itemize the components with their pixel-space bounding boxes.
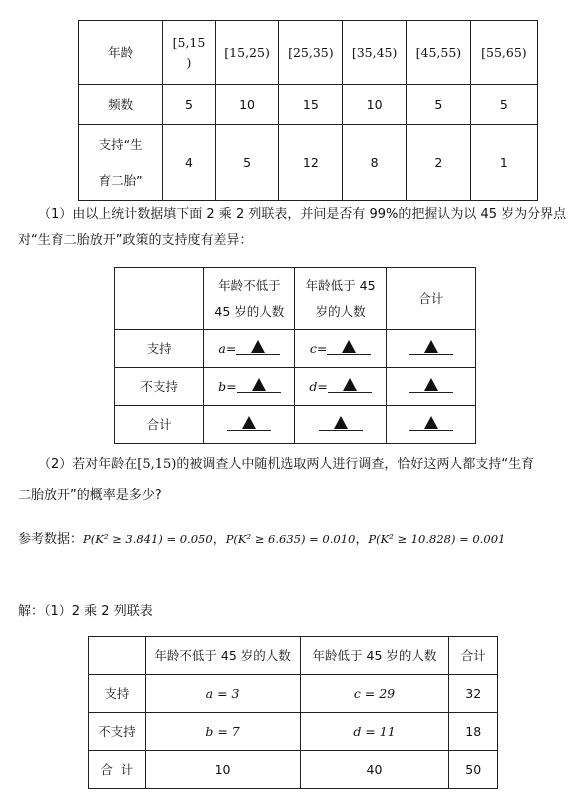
question-2-line2: 二胎放开”的概率是多少?: [18, 488, 162, 503]
age-interval-5: [45,55): [407, 21, 471, 85]
frequency-label: 频数: [79, 85, 163, 125]
solution-cell-b: b = 7: [145, 713, 300, 751]
age-interval-4: [35,45): [343, 21, 407, 85]
age-interval-6: [55,65): [470, 21, 537, 85]
contingency-table-blank: [114, 267, 476, 444]
row-support: 支持: [115, 330, 204, 368]
cell-c: [295, 330, 386, 368]
age-interval-3: [25,35): [279, 21, 343, 85]
separator: ，: [212, 532, 226, 547]
answer-blank[interactable]: [409, 378, 453, 393]
support-cell: 8: [343, 125, 407, 201]
triangle-icon: [424, 416, 438, 429]
triangle-icon: [252, 378, 266, 391]
answer-blank[interactable]: [409, 340, 453, 355]
answer-blank[interactable]: [328, 378, 372, 393]
support-label-line1: 支持“生: [98, 136, 143, 152]
answer-blank[interactable]: [319, 416, 363, 431]
col1-line2: 45 岁的人数: [214, 303, 285, 319]
triangle-icon: [424, 378, 438, 391]
cell-support-total: [386, 330, 475, 368]
triangle-icon: [334, 416, 348, 429]
col2-line2: 岁的人数: [315, 303, 366, 319]
solution-row-total: 合 计: [89, 751, 146, 789]
solution-row-support: 支持: [89, 675, 146, 713]
col2-line1: 年龄低于 45: [305, 277, 376, 293]
solution-cell-total-3: 50: [449, 751, 498, 789]
row-not-support: 不支持: [115, 368, 204, 406]
cell-total-1: [204, 406, 295, 444]
triangle-icon: [424, 340, 438, 353]
age-frequency-table: [78, 20, 538, 201]
solution-col1: 年龄不低于 45 岁的人数: [145, 637, 300, 675]
support-cell: 12: [279, 125, 343, 201]
cell-d: [295, 368, 386, 406]
solution-corner-cell: [89, 637, 146, 675]
support-cell: 4: [163, 125, 215, 201]
equals: =: [317, 378, 328, 394]
age-interval-2: [15,25): [215, 21, 279, 85]
support-label: [79, 125, 163, 201]
frequency-cell: 5: [163, 85, 215, 125]
solution-cell-not-support-total: 18: [449, 713, 498, 751]
col-below-45: [295, 268, 386, 330]
frequency-cell: 15: [279, 85, 343, 125]
age-interval-1: [5,15 ): [163, 21, 215, 85]
frequency-cell: 10: [343, 85, 407, 125]
support-cell: 1: [470, 125, 537, 201]
solution-cell-c: c = 29: [300, 675, 449, 713]
solution-col3: 合计: [449, 637, 498, 675]
q2-suffix: 的被调查人中随机选取两人进行调查，恰好这两人都支持“生育: [176, 457, 535, 472]
cell-total-2: [295, 406, 386, 444]
cell-b: [204, 368, 295, 406]
reference-label: 参考数据：: [18, 532, 84, 547]
separator: ，: [355, 532, 369, 547]
support-label-line2: 育二胎”: [98, 172, 143, 188]
frequency-cell: 5: [407, 85, 471, 125]
solution-cell-a: a = 3: [145, 675, 300, 713]
var-d: d: [309, 378, 318, 394]
cell-a: [204, 330, 295, 368]
col-total: 合计: [386, 268, 475, 330]
triangle-icon: [251, 340, 265, 353]
col1-line1: 年龄不低于: [218, 277, 281, 293]
solution-col2: 年龄低于 45 岁的人数: [300, 637, 449, 675]
solution-cell-support-total: 32: [449, 675, 498, 713]
support-cell: 2: [407, 125, 471, 201]
support-cell: 5: [215, 125, 279, 201]
reference-formula-2: P(K² ≥ 6.635) = 0.010: [225, 532, 356, 546]
solution-cell-total-2: 40: [300, 751, 449, 789]
equals: =: [225, 340, 237, 356]
cell-total-3: [386, 406, 475, 444]
solution-cell-total-1: 10: [145, 751, 300, 789]
reference-formula-1: P(K² ≥ 3.841) = 0.050: [83, 532, 213, 546]
q2-interval: [5,15): [137, 457, 177, 472]
cell-not-support-total: [386, 368, 475, 406]
answer-blank[interactable]: [327, 340, 371, 355]
col-not-below-45: [204, 268, 295, 330]
triangle-icon: [343, 378, 357, 391]
var-c: c: [309, 340, 317, 356]
answer-blank[interactable]: [236, 340, 280, 355]
answer-blank[interactable]: [409, 416, 453, 431]
solution-cell-d: d = 11: [300, 713, 449, 751]
reference-formula-3: P(K² ≥ 10.828) = 0.001: [368, 532, 506, 546]
reference-data: [18, 530, 505, 549]
blank-corner-cell: [115, 268, 204, 330]
question-1-line2: 对“生育二胎放开”政策的支持度有差异：: [18, 233, 253, 248]
age-header: 年龄: [79, 21, 163, 85]
equals: =: [316, 340, 328, 356]
solution-heading: 解：（1）2 乘 2 列联表: [18, 604, 153, 619]
triangle-icon: [342, 340, 356, 353]
answer-blank[interactable]: [227, 416, 271, 431]
frequency-cell: 5: [470, 85, 537, 125]
contingency-table-solution: [88, 636, 498, 789]
var-b: b: [218, 378, 227, 394]
var-a: a: [218, 340, 226, 356]
question-2-line1: [38, 456, 534, 474]
frequency-cell: 10: [215, 85, 279, 125]
solution-row-not-support: 不支持: [89, 713, 146, 751]
answer-blank[interactable]: [237, 378, 281, 393]
question-1-line1: （1）由以上统计数据填下面 2 乘 2 列联表，并问是否有 99%的把握认为以 45 岁为分界点: [38, 207, 567, 222]
triangle-icon: [242, 416, 256, 429]
q2-prefix: （2）若对年龄在: [38, 457, 138, 472]
equals: =: [226, 378, 237, 394]
row-total: 合计: [115, 406, 204, 444]
